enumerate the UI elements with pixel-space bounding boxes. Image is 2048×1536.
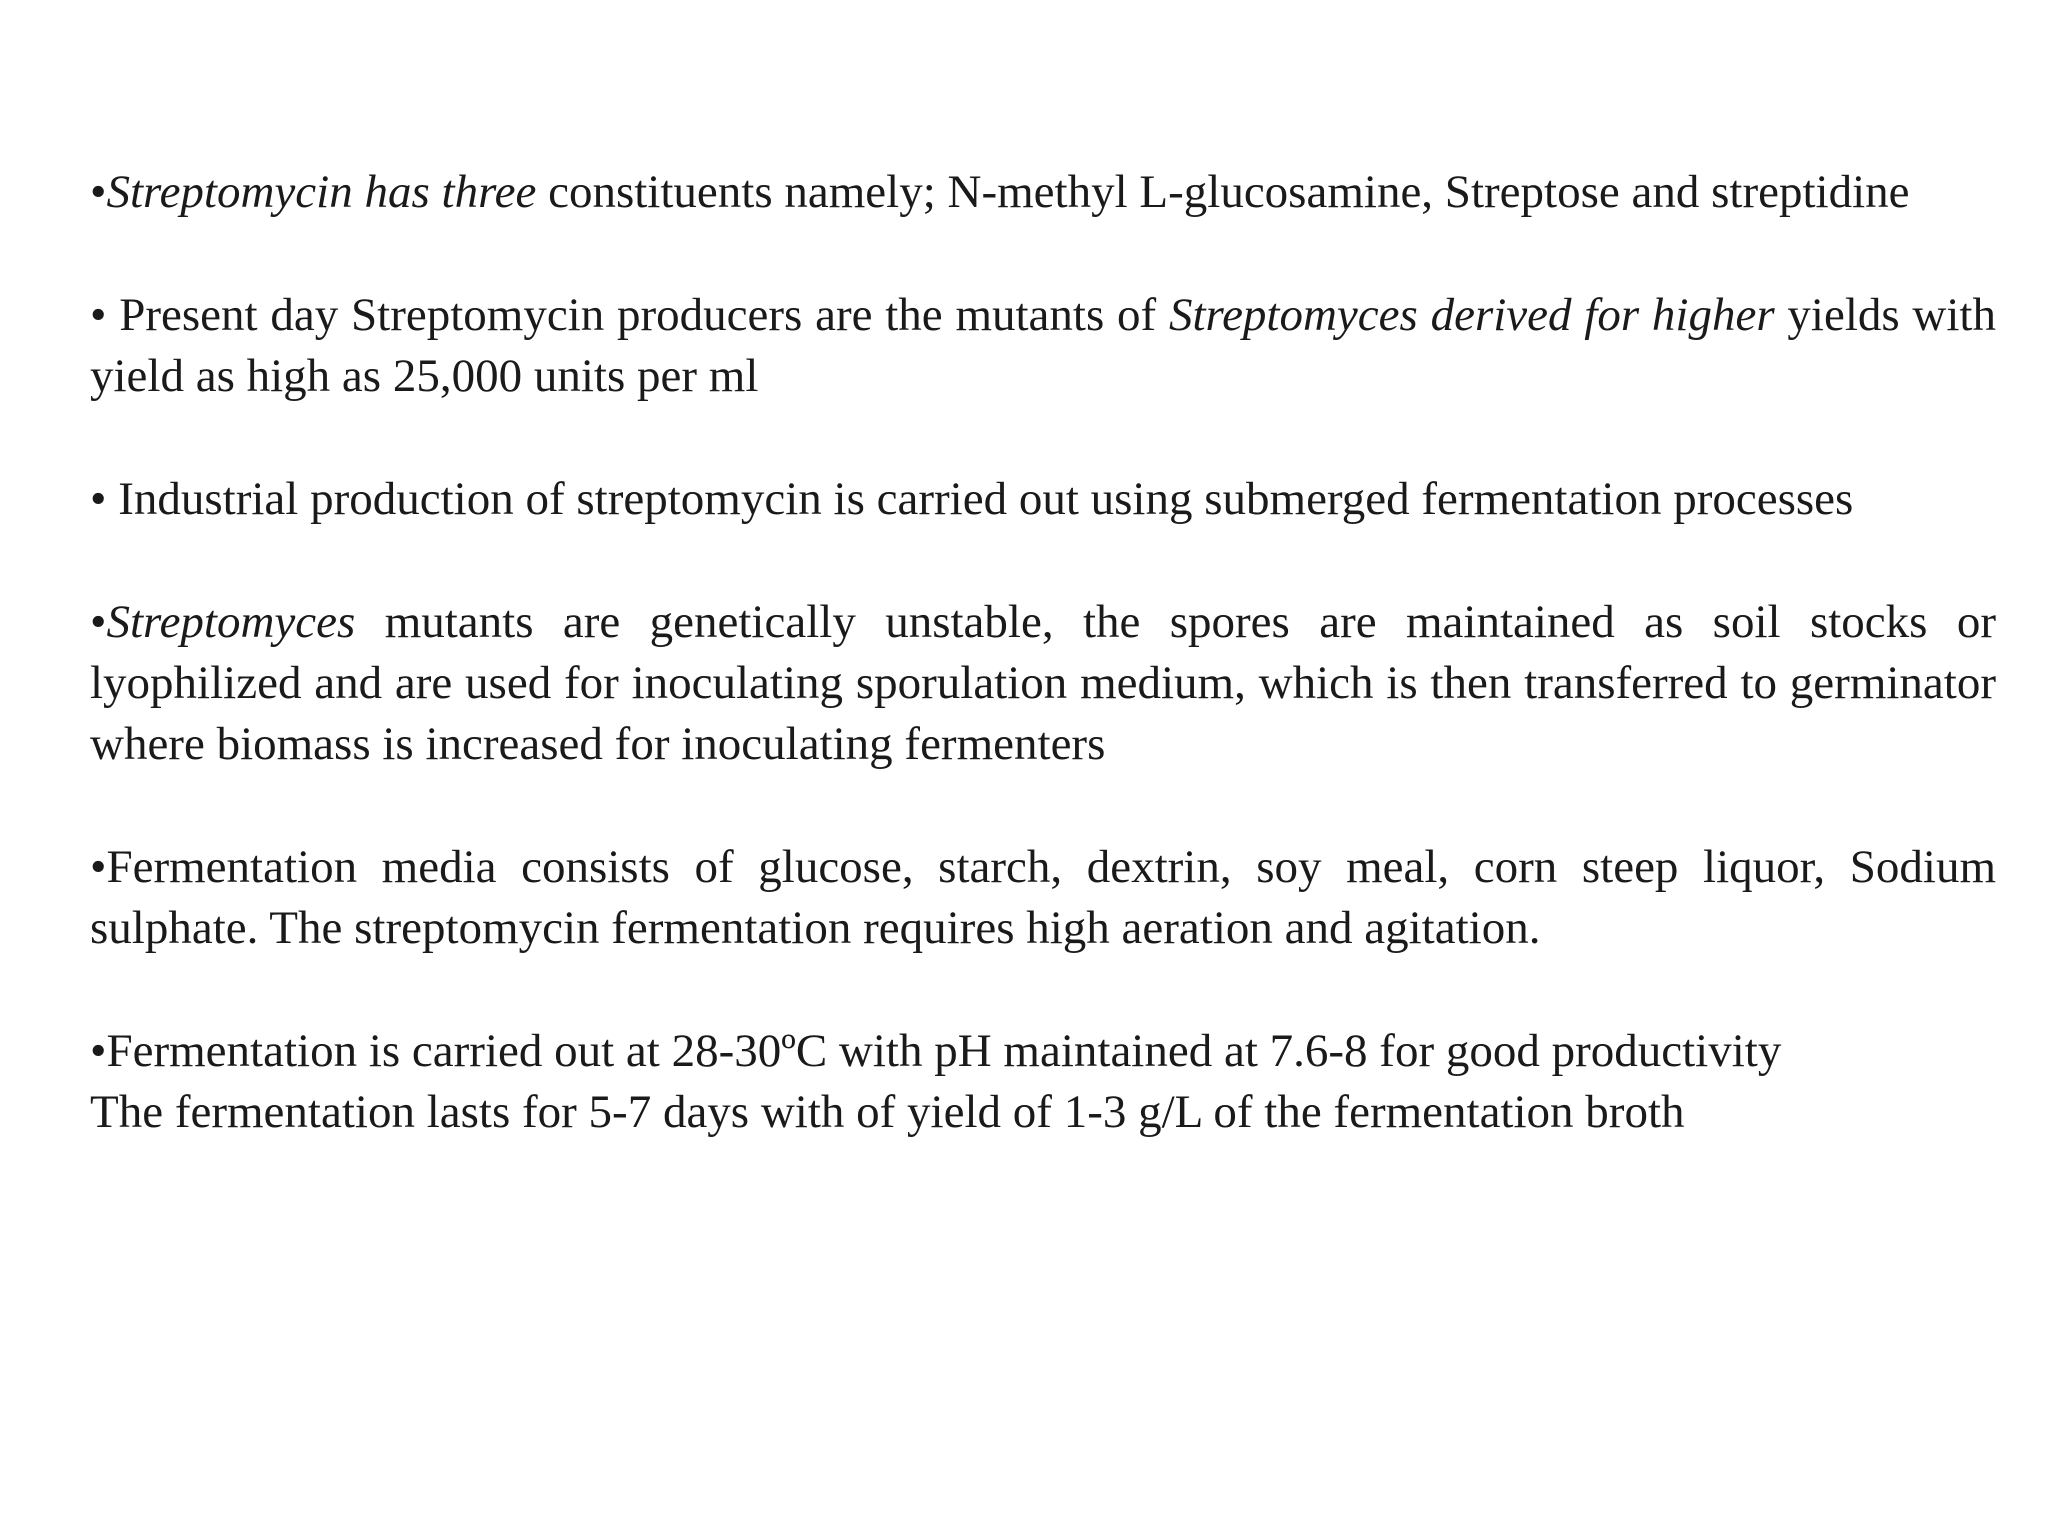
bullet-text: mutants are genetically unstable, the spores are maintained as soil stocks or lyophilized and are used for inoculating sporulation medium, which is then transferred to germinator where biomass is increased for inoculating fermenters [90, 596, 1996, 770]
bullet-constituents [90, 162, 1996, 223]
bullet-italic-text: Streptomycin has three [106, 166, 537, 218]
bullet-producers [90, 285, 1996, 407]
bullet-text: Fermentation is carried out at 28-30ºC with pH maintained at 7.6-8 for good productivity [106, 1025, 1782, 1077]
bullet-marker: • [90, 166, 107, 218]
bullet-conditions [90, 1021, 1996, 1143]
bullet-list [90, 162, 1996, 1143]
bullet-mutants [90, 592, 1996, 775]
bullet-marker: • [90, 1025, 107, 1077]
bullet-industrial-production [90, 469, 1996, 530]
bullet-media [90, 837, 1996, 959]
bullet-text: yields with yield as high as 25,000 units per ml [90, 289, 1996, 402]
bullet-italic-text: Streptomyces derived for higher [1168, 289, 1775, 341]
bullet-line [90, 1021, 1996, 1082]
bullet-marker: • [90, 289, 120, 341]
bullet-marker: • [90, 841, 107, 893]
bullet-italic-text: Streptomyces [106, 596, 356, 648]
bullet-text: Fermentation media consists of glucose, starch, dextrin, soy meal, corn steep liquor, Sodium sulphate. The streptomycin fermentation requires high aeration and agitation. [90, 841, 1996, 954]
bullet-text: constituents namely; N-methyl L-glucosamine, Streptose and streptidine [536, 166, 1910, 218]
bullet-text: Industrial production of streptomycin is carried out using submerged fermentation processes [118, 473, 1854, 525]
bullet-text: The fermentation lasts for 5-7 days with of yield of 1-3 g/L of the fermentation broth [90, 1086, 1685, 1138]
bullet-marker: • [90, 596, 107, 648]
bullet-text: Present day Streptomycin producers are the mutants of [119, 289, 1169, 341]
bullet-marker: • [90, 473, 119, 525]
